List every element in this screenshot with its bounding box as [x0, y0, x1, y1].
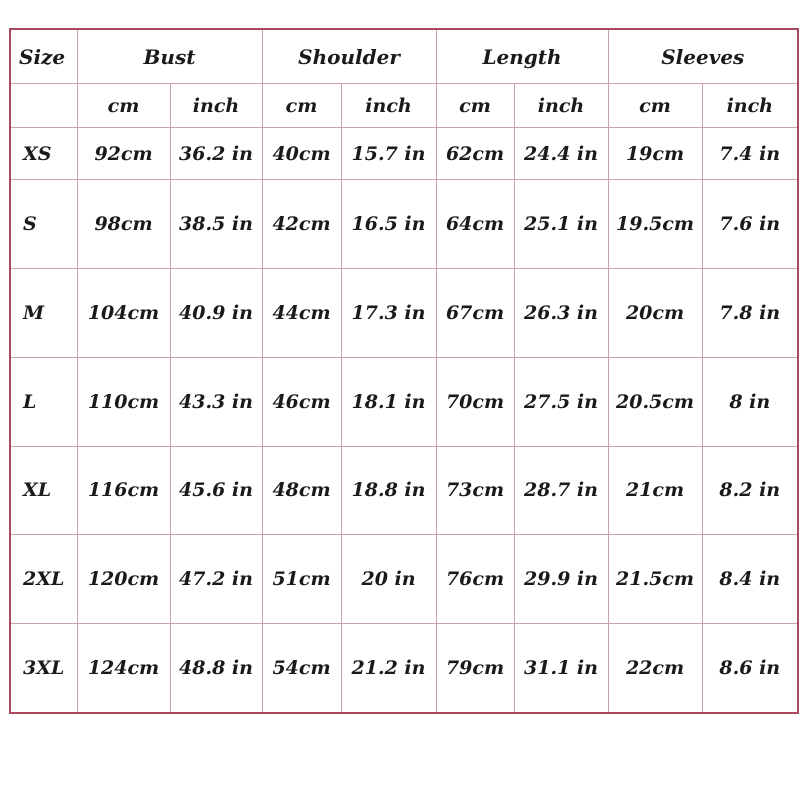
length-cm-cell: 76cm	[436, 535, 514, 624]
header-row	[10, 29, 798, 84]
sleeves-inch-cell: 7.4 in	[702, 128, 798, 180]
bust-inch-cell: 45.6 in	[170, 446, 262, 535]
sleeves-cm-cell: 19cm	[608, 128, 702, 180]
length-cm-cell: 79cm	[436, 624, 514, 713]
sleeves-cm-cell: 22cm	[608, 624, 702, 713]
sleeves-inch-cell: 8.2 in	[702, 446, 798, 535]
shoulder-cm-cell: 42cm	[262, 180, 341, 269]
shoulder-cm-cell: 51cm	[262, 535, 341, 624]
length-cm-cell: 62cm	[436, 128, 514, 180]
unit-empty-cell	[10, 84, 77, 128]
length-inch-cell: 27.5 in	[514, 357, 608, 446]
sleeves-inch-cell: 8 in	[702, 357, 798, 446]
length-inch-cell: 28.7 in	[514, 446, 608, 535]
header-bust: Bust	[77, 29, 262, 84]
length-inch-cell: 26.3 in	[514, 268, 608, 357]
header-sleeves: Sleeves	[608, 29, 798, 84]
size-cell: XS	[10, 128, 77, 180]
header-size: Size	[10, 29, 77, 84]
unit-length-inch: inch	[514, 84, 608, 128]
shoulder-cm-cell: 40cm	[262, 128, 341, 180]
bust-cm-cell: 116cm	[77, 446, 170, 535]
sleeves-cm-cell: 20.5cm	[608, 357, 702, 446]
unit-shoulder-cm: cm	[262, 84, 341, 128]
length-inch-cell: 24.4 in	[514, 128, 608, 180]
length-inch-cell: 25.1 in	[514, 180, 608, 269]
shoulder-inch-cell: 18.1 in	[341, 357, 436, 446]
table-row	[10, 535, 798, 624]
bust-inch-cell: 36.2 in	[170, 128, 262, 180]
shoulder-cm-cell: 44cm	[262, 268, 341, 357]
size-cell: 2XL	[10, 535, 77, 624]
shoulder-inch-cell: 17.3 in	[341, 268, 436, 357]
sleeves-cm-cell: 21.5cm	[608, 535, 702, 624]
table-row	[10, 624, 798, 713]
unit-length-cm: cm	[436, 84, 514, 128]
sleeves-cm-cell: 20cm	[608, 268, 702, 357]
bust-cm-cell: 120cm	[77, 535, 170, 624]
bust-inch-cell: 47.2 in	[170, 535, 262, 624]
shoulder-cm-cell: 48cm	[262, 446, 341, 535]
shoulder-cm-cell: 46cm	[262, 357, 341, 446]
bust-cm-cell: 104cm	[77, 268, 170, 357]
length-cm-cell: 67cm	[436, 268, 514, 357]
header-length: Length	[436, 29, 608, 84]
table-row	[10, 357, 798, 446]
unit-bust-cm: cm	[77, 84, 170, 128]
bust-cm-cell: 110cm	[77, 357, 170, 446]
size-cell: S	[10, 180, 77, 269]
size-chart-body	[10, 29, 798, 713]
length-inch-cell: 31.1 in	[514, 624, 608, 713]
bust-inch-cell: 38.5 in	[170, 180, 262, 269]
size-cell: 3XL	[10, 624, 77, 713]
shoulder-inch-cell: 20 in	[341, 535, 436, 624]
table-row	[10, 446, 798, 535]
length-cm-cell: 70cm	[436, 357, 514, 446]
length-cm-cell: 73cm	[436, 446, 514, 535]
table-row	[10, 180, 798, 269]
shoulder-cm-cell: 54cm	[262, 624, 341, 713]
table-row	[10, 128, 798, 180]
size-cell: L	[10, 357, 77, 446]
shoulder-inch-cell: 18.8 in	[341, 446, 436, 535]
unit-row	[10, 84, 798, 128]
size-cell: M	[10, 268, 77, 357]
length-inch-cell: 29.9 in	[514, 535, 608, 624]
table-row	[10, 268, 798, 357]
unit-sleeves-inch: inch	[702, 84, 798, 128]
bust-inch-cell: 43.3 in	[170, 357, 262, 446]
shoulder-inch-cell: 16.5 in	[341, 180, 436, 269]
bust-cm-cell: 124cm	[77, 624, 170, 713]
sleeves-cm-cell: 19.5cm	[608, 180, 702, 269]
sleeves-inch-cell: 7.6 in	[702, 180, 798, 269]
bust-cm-cell: 98cm	[77, 180, 170, 269]
unit-bust-inch: inch	[170, 84, 262, 128]
length-cm-cell: 64cm	[436, 180, 514, 269]
size-chart-table	[9, 28, 799, 714]
bust-inch-cell: 40.9 in	[170, 268, 262, 357]
shoulder-inch-cell: 21.2 in	[341, 624, 436, 713]
sleeves-inch-cell: 8.4 in	[702, 535, 798, 624]
sleeves-inch-cell: 8.6 in	[702, 624, 798, 713]
shoulder-inch-cell: 15.7 in	[341, 128, 436, 180]
sleeves-inch-cell: 7.8 in	[702, 268, 798, 357]
header-shoulder: Shoulder	[262, 29, 436, 84]
unit-shoulder-inch: inch	[341, 84, 436, 128]
unit-sleeves-cm: cm	[608, 84, 702, 128]
size-cell: XL	[10, 446, 77, 535]
bust-cm-cell: 92cm	[77, 128, 170, 180]
bust-inch-cell: 48.8 in	[170, 624, 262, 713]
sleeves-cm-cell: 21cm	[608, 446, 702, 535]
